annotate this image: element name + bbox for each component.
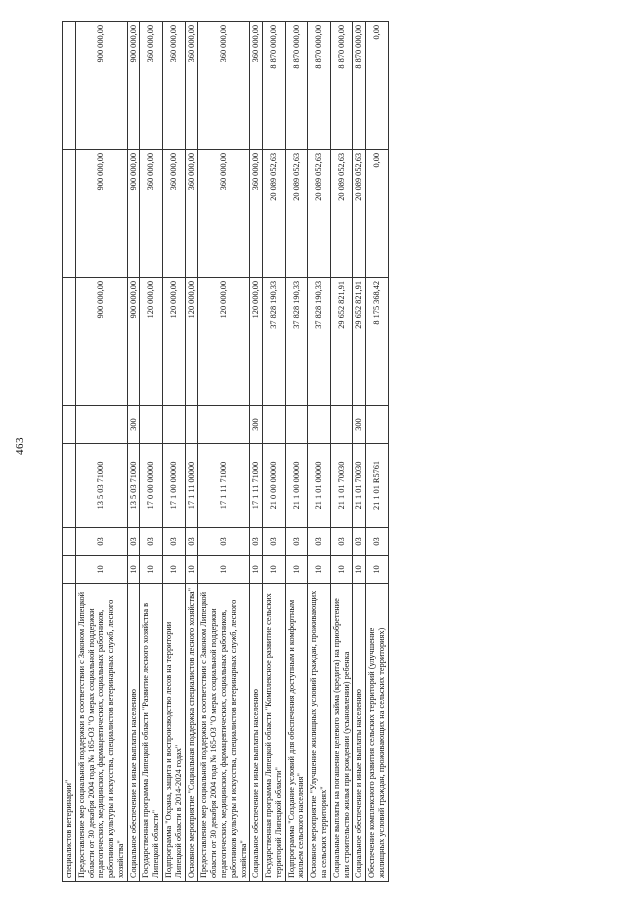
- sum-3-cell: 8 870 000,00: [353, 22, 366, 150]
- vid-raskhodov-cell: [185, 406, 198, 444]
- sum-1-cell: 37 828 190,33: [285, 278, 308, 406]
- row-name-cell: Основное мероприятие "Улучшение жилищных условий граждан, проживающих на сельских территориях": [308, 584, 331, 882]
- sum-1-cell: 37 828 190,33: [263, 278, 286, 406]
- sum-1-cell: 37 828 190,33: [308, 278, 331, 406]
- sum-1-cell: 120 000,00: [250, 278, 263, 406]
- sum-1-cell: 29 652 821,91: [330, 278, 353, 406]
- row-name-cell: Подпрограмма "Создание условий для обеспечения доступным и комфортным жильем сельского населения": [285, 584, 308, 882]
- razdel-cell: 10: [185, 556, 198, 584]
- sum-3-cell: 360 000,00: [163, 22, 186, 150]
- tselevaya-statya-cell: 13 5 03 71000: [127, 444, 140, 528]
- table-row: [308, 22, 331, 882]
- razdel-cell: 10: [163, 556, 186, 584]
- budget-table: [62, 21, 389, 882]
- razdel-cell: 10: [285, 556, 308, 584]
- sum-1-cell: 120 000,00: [198, 278, 250, 406]
- podrazdel-cell: 03: [163, 528, 186, 556]
- table-row: [250, 22, 263, 882]
- sum-3-cell: [63, 22, 76, 150]
- row-name-cell: Социальное обеспечение и иные выплаты населению: [250, 584, 263, 882]
- tselevaya-statya-cell: 17 1 00 00000: [163, 444, 186, 528]
- vid-raskhodov-cell: [163, 406, 186, 444]
- row-name-cell: Предоставление мер социальной поддержки в соответствии с Законом Липецкой области от 30 декабря 2004 года № 165-ОЗ "О мерах социальной поддержки педагогических, медицинских, фармацевтических, социальных работников, работников культуры и искусства, специалистов ветеринарных служб, лесного хозяйства": [75, 584, 127, 882]
- document-page: [62, 0, 618, 905]
- row-name-cell: специалистов ветеринарии": [63, 584, 76, 882]
- row-name-cell: Обеспечение комплексного развития сельских территорий (улучшение жилищных условий граждан, проживающих на сельских территориях): [366, 584, 389, 882]
- page-number: 463: [14, 437, 26, 455]
- table-row: [127, 22, 140, 882]
- sum-2-cell: 20 089 052,63: [353, 150, 366, 278]
- tselevaya-statya-cell: 13 5 03 71000: [75, 444, 127, 528]
- podrazdel-cell: 03: [263, 528, 286, 556]
- sum-1-cell: 29 652 821,91: [353, 278, 366, 406]
- sum-3-cell: 8 870 000,00: [263, 22, 286, 150]
- sum-3-cell: 8 870 000,00: [308, 22, 331, 150]
- vid-raskhodov-cell: [75, 406, 127, 444]
- vid-raskhodov-cell: [198, 406, 250, 444]
- vid-raskhodov-cell: [330, 406, 353, 444]
- sum-2-cell: 900 000,00: [75, 150, 127, 278]
- table-row: [185, 22, 198, 882]
- sum-1-cell: 120 000,00: [140, 278, 163, 406]
- sum-3-cell: 8 870 000,00: [330, 22, 353, 150]
- vid-raskhodov-cell: [140, 406, 163, 444]
- podrazdel-cell: 03: [127, 528, 140, 556]
- table-row: [63, 22, 76, 882]
- podrazdel-cell: 03: [75, 528, 127, 556]
- sum-2-cell: 20 089 052,63: [330, 150, 353, 278]
- razdel-cell: 10: [353, 556, 366, 584]
- sum-2-cell: 360 000,00: [163, 150, 186, 278]
- row-name-cell: Государственная программа Липецкой области "Комплексное развитие сельских территорий Липецкой области": [263, 584, 286, 882]
- razdel-cell: 10: [198, 556, 250, 584]
- podrazdel-cell: 03: [366, 528, 389, 556]
- vid-raskhodov-cell: 300: [127, 406, 140, 444]
- sum-3-cell: 360 000,00: [198, 22, 250, 150]
- budget-table-container: [62, 22, 618, 882]
- tselevaya-statya-cell: 17 1 11 71000: [198, 444, 250, 528]
- vid-raskhodov-cell: [263, 406, 286, 444]
- podrazdel-cell: 03: [140, 528, 163, 556]
- tselevaya-statya-cell: 17 0 00 00000: [140, 444, 163, 528]
- razdel-cell: 10: [366, 556, 389, 584]
- razdel-cell: 10: [330, 556, 353, 584]
- sum-2-cell: 20 089 052,63: [263, 150, 286, 278]
- razdel-cell: 10: [140, 556, 163, 584]
- sum-1-cell: 900 000,00: [127, 278, 140, 406]
- vid-raskhodov-cell: [366, 406, 389, 444]
- tselevaya-statya-cell: 21 1 01 70030: [330, 444, 353, 528]
- podrazdel-cell: 03: [308, 528, 331, 556]
- table-row: [353, 22, 366, 882]
- podrazdel-cell: 03: [330, 528, 353, 556]
- sum-1-cell: 120 000,00: [185, 278, 198, 406]
- sum-1-cell: 8 175 368,42: [366, 278, 389, 406]
- budget-table-body: [63, 22, 389, 882]
- sum-3-cell: 360 000,00: [185, 22, 198, 150]
- vid-raskhodov-cell: [308, 406, 331, 444]
- sum-2-cell: 360 000,00: [185, 150, 198, 278]
- sum-1-cell: 120 000,00: [163, 278, 186, 406]
- tselevaya-statya-cell: 17 1 11 00000: [185, 444, 198, 528]
- table-row: [140, 22, 163, 882]
- sum-2-cell: 900 000,00: [127, 150, 140, 278]
- podrazdel-cell: 03: [353, 528, 366, 556]
- row-name-cell: Социальные выплаты на погашение целевого займа (кредита) на приобретение или строительство жилья при рождении (усыновлении) ребенка: [330, 584, 353, 882]
- sum-3-cell: 8 870 000,00: [285, 22, 308, 150]
- sum-1-cell: [63, 278, 76, 406]
- tselevaya-statya-cell: 21 1 01 00000: [308, 444, 331, 528]
- sum-3-cell: 900 000,00: [127, 22, 140, 150]
- sum-3-cell: 0,00: [366, 22, 389, 150]
- row-name-cell: Государственная программа Липецкой области "Развитие лесного хозяйства в Липецкой области": [140, 584, 163, 882]
- razdel-cell: 10: [127, 556, 140, 584]
- sum-2-cell: 360 000,00: [198, 150, 250, 278]
- row-name-cell: Социальное обеспечение и иные выплаты населению: [353, 584, 366, 882]
- podrazdel-cell: 03: [185, 528, 198, 556]
- table-row: [285, 22, 308, 882]
- sum-2-cell: 20 089 052,63: [308, 150, 331, 278]
- vid-raskhodov-cell: [285, 406, 308, 444]
- razdel-cell: 10: [308, 556, 331, 584]
- row-name-cell: Предоставление мер социальной поддержки в соответствии с Законом Липецкой области от 30 декабря 2004 года № 165-ОЗ "О мерах социальной поддержки педагогических, медицинских, фармацевтических, социальных работников, работников культуры и искусства, специалистов ветеринарных служб, лесного хозяйства": [198, 584, 250, 882]
- sum-3-cell: 360 000,00: [250, 22, 263, 150]
- sum-2-cell: 0,00: [366, 150, 389, 278]
- table-row: [198, 22, 250, 882]
- sum-2-cell: [63, 150, 76, 278]
- sum-3-cell: 900 000,00: [75, 22, 127, 150]
- sum-2-cell: 360 000,00: [140, 150, 163, 278]
- podrazdel-cell: 03: [198, 528, 250, 556]
- sum-2-cell: 360 000,00: [250, 150, 263, 278]
- tselevaya-statya-cell: [63, 444, 76, 528]
- razdel-cell: 10: [250, 556, 263, 584]
- table-row: [366, 22, 389, 882]
- tselevaya-statya-cell: 21 1 01 R5761: [366, 444, 389, 528]
- razdel-cell: [63, 556, 76, 584]
- table-row: [75, 22, 127, 882]
- sum-3-cell: 360 000,00: [140, 22, 163, 150]
- row-name-cell: Подпрограмма "Охрана, защита и воспроизводство лесов на территории Липецкой области в 2014-2024 годах": [163, 584, 186, 882]
- podrazdel-cell: 03: [285, 528, 308, 556]
- podrazdel-cell: 03: [250, 528, 263, 556]
- table-row: [330, 22, 353, 882]
- vid-raskhodov-cell: 300: [250, 406, 263, 444]
- sum-1-cell: 900 000,00: [75, 278, 127, 406]
- tselevaya-statya-cell: 21 1 01 70030: [353, 444, 366, 528]
- tselevaya-statya-cell: 17 1 11 71000: [250, 444, 263, 528]
- razdel-cell: 10: [263, 556, 286, 584]
- tselevaya-statya-cell: 21 0 00 00000: [263, 444, 286, 528]
- vid-raskhodov-cell: 300: [353, 406, 366, 444]
- podrazdel-cell: [63, 528, 76, 556]
- vid-raskhodov-cell: [63, 406, 76, 444]
- tselevaya-statya-cell: 21 1 00 00000: [285, 444, 308, 528]
- razdel-cell: 10: [75, 556, 127, 584]
- table-row: [263, 22, 286, 882]
- table-row: [163, 22, 186, 882]
- row-name-cell: Социальное обеспечение и иные выплаты населению: [127, 584, 140, 882]
- row-name-cell: Основное мероприятие "Социальная поддержка специалистов лесного хозяйства": [185, 584, 198, 882]
- sum-2-cell: 20 089 052,63: [285, 150, 308, 278]
